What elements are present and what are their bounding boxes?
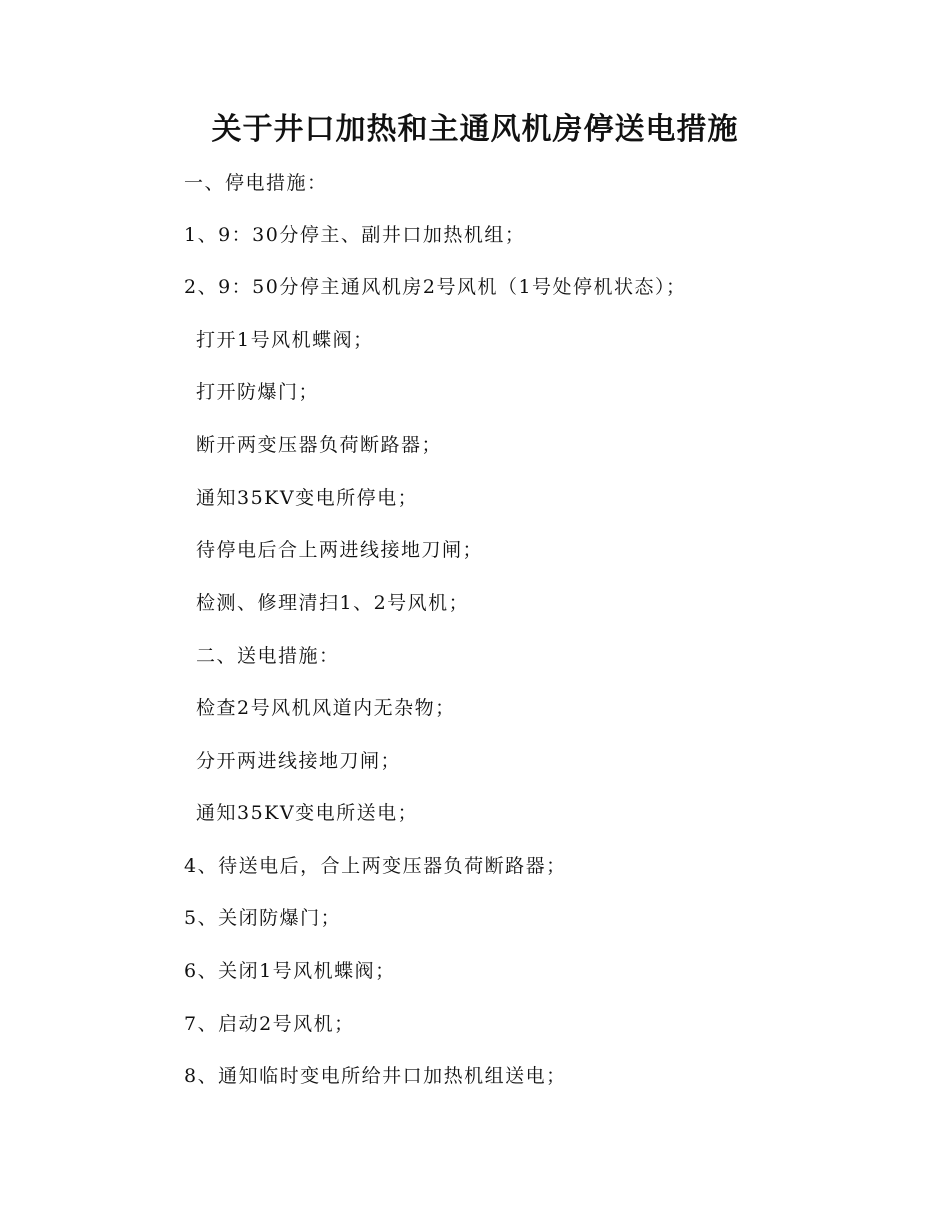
step-line: 分开两进线接地刀闸； [196,750,402,772]
step-line: 打开1号风机蝶阀； [196,329,374,351]
step-line: 7、启动2号风机； [184,1013,355,1035]
step-line: 待停电后合上两进线接地刀闸； [196,539,484,561]
step-line: 打开防爆门； [196,381,320,403]
step-line: 6、关闭1号风机蝶阀； [184,960,396,982]
step-line: 5、关闭防爆门； [184,907,342,929]
step-line: 检查2号风机风道内无杂物； [196,697,456,719]
step-line: 通知35KV变电所送电； [196,802,419,824]
document-title: 关于井口加热和主通风机房停送电措施 [211,112,739,147]
step-line: 通知35KV变电所停电； [196,487,419,509]
step-line: 4、待送电后，合上两变压器负荷断路器； [184,855,567,877]
step-line: 1、9：30分停主、副井口加热机组； [184,224,526,246]
step-line: 断开两变压器负荷断路器； [196,434,443,456]
step-line: 2、9：50分停主通风机房2号风机（1号处停机状态）； [184,276,687,298]
section-heading-power-off: 一、停电措施： [184,172,328,194]
section-heading-power-on: 二、送电措施： [196,645,340,667]
step-line: 8、通知临时变电所给井口加热机组送电； [184,1065,567,1087]
step-line: 检测、修理清扫1、2号风机； [196,592,470,614]
